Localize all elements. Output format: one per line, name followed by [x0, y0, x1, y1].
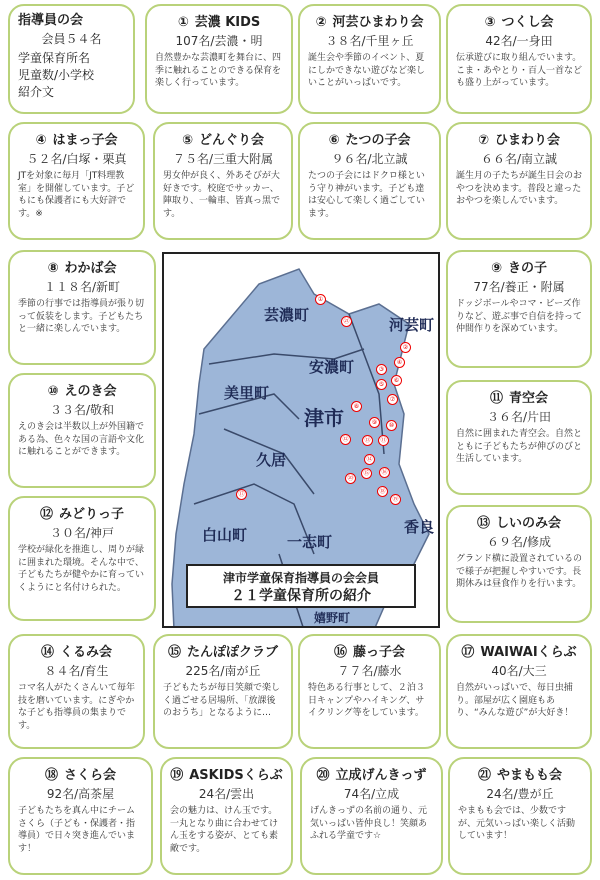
club-number: ⑥ — [328, 133, 340, 148]
town-label: 白山町 — [202, 526, 248, 544]
club-name: 立成げんきっず — [335, 768, 427, 783]
intro-line: 児童数/小学校 — [18, 68, 95, 82]
pin-5: ⑤ — [376, 379, 387, 390]
town-label: 久居 — [256, 451, 287, 469]
club-card-3 — [446, 4, 592, 114]
club-meta: 42名/一身田 — [485, 34, 553, 48]
club-number: ⑦ — [477, 133, 489, 148]
club-desc: 特色ある行事として、２泊３日キャンプやハイキング、サイクリング等をしています。 — [308, 683, 425, 718]
club-meta: 24名/雲出 — [198, 787, 255, 801]
club-card-14 — [8, 634, 145, 749]
club-number: ⑪ — [489, 391, 503, 406]
club-name: WAIWAIくらぶ — [480, 645, 577, 660]
pin-14: ⑭ — [364, 454, 375, 465]
club-meta: 77名/養正・附属 — [473, 280, 565, 294]
club-name: わかば会 — [64, 261, 117, 276]
club-card-16 — [298, 634, 441, 749]
club-name: さくら会 — [64, 768, 117, 783]
town-label: 一志町 — [287, 533, 333, 551]
club-card-10 — [8, 373, 156, 488]
pin-8: ⑧ — [351, 401, 362, 412]
town-label: 安濃町 — [309, 358, 355, 376]
intro-title: 指導員の会 — [18, 13, 84, 28]
club-name: えのき会 — [64, 384, 117, 399]
intro-line: 紹介文 — [18, 85, 55, 99]
club-meta: ３６名/片田 — [486, 410, 552, 424]
intro-count: 会員５４名 — [41, 32, 102, 46]
intro-line: 学童保育所名 — [18, 51, 91, 65]
club-desc: 伝承遊びに取り組んでいます。こま・あやとり・百人一首なども盛り上がっています。 — [456, 53, 583, 88]
club-number: ⑧ — [47, 261, 59, 276]
pin-21: ㉑ — [341, 316, 352, 327]
club-desc: 男女仲が良く、外あそびが大好きです。校庭でサッカー、陣取り、一輪車、皆真っ黒です。 — [163, 171, 281, 219]
club-desc: 子どもたちを真ん中にチームさくら（子ども・保護者・指導員）で日々突き進んでいます！ — [18, 806, 136, 854]
pin-20: ⑳ — [345, 473, 356, 484]
town-label: 美里町 — [224, 384, 270, 402]
club-number: ⑱ — [44, 768, 58, 783]
pin-1: ① — [315, 294, 326, 305]
club-number: ⑫ — [39, 507, 53, 522]
club-number: ② — [315, 15, 327, 30]
club-meta: ８４名/育生 — [44, 664, 109, 678]
pin-4: ④ — [394, 357, 405, 368]
club-card-17 — [446, 634, 592, 749]
club-number: ① — [177, 15, 189, 30]
club-name: ASKIDSくらぶ — [189, 768, 283, 783]
pin-15: ⑮ — [361, 468, 372, 479]
club-meta: 40名/大三 — [491, 664, 547, 678]
club-card-9 — [446, 250, 592, 368]
club-number: ⑨ — [490, 261, 502, 276]
club-number: ⑲ — [170, 768, 184, 783]
club-desc: 会の魅力は、けん玉です。一丸となり曲に合わせてけん玉をする姿が、とても素敵です。 — [170, 806, 279, 854]
club-meta: 225名/南が丘 — [185, 664, 261, 678]
pin-13: ⑬ — [362, 435, 373, 446]
club-name: はまっ子会 — [52, 133, 118, 148]
club-name: ひまわり会 — [495, 133, 561, 148]
club-number: ⑰ — [461, 645, 475, 660]
club-meta: １１８名/新町 — [43, 280, 121, 294]
club-card-1 — [145, 4, 293, 114]
club-name: 青空会 — [509, 391, 549, 406]
club-name: たんぽぽクラブ — [187, 645, 279, 660]
club-meta: ９６名/北立誠 — [331, 152, 408, 166]
club-desc: 誕生月の子たちが誕生日会のおやつを決めます。普段と違ったおやつを楽しんでいます。 — [456, 171, 583, 206]
club-name: やまもも会 — [497, 768, 563, 783]
club-card-12 — [8, 496, 156, 621]
club-name: みどりっ子 — [59, 507, 125, 522]
club-meta: 74名/立成 — [343, 787, 400, 801]
club-number: ⑤ — [181, 133, 193, 148]
club-number: ⑭ — [40, 645, 54, 660]
club-card-6 — [298, 122, 441, 240]
club-card-5 — [153, 122, 293, 240]
club-name: きの子 — [508, 261, 548, 276]
pin-6: ⑥ — [391, 375, 402, 386]
pin-9: ⑨ — [369, 417, 380, 428]
club-name: 藤っ子会 — [353, 645, 406, 660]
club-meta: ６９名/修成 — [486, 535, 552, 549]
map-caption-line1: 津市学童保育指導員の会会員 — [222, 571, 379, 585]
club-desc: やまもも会では、少数ですが、元気いっぱい楽しく活動しています！ — [458, 806, 576, 841]
town-label: 津市 — [304, 406, 344, 430]
club-name: くるみ会 — [60, 645, 113, 660]
intro-card — [8, 4, 135, 114]
club-card-8 — [8, 250, 156, 365]
club-meta: 92名/高茶屋 — [46, 787, 115, 801]
club-desc: 学校が緑化を推進し、周りが緑に囲まれた環境。そんな中で、子どもたちが健やかに育っていくようにと名付けられた。 — [18, 545, 145, 593]
club-meta: ５２名/白塚・栗真 — [26, 152, 127, 166]
club-number: ④ — [35, 133, 47, 148]
pin-7: ⑦ — [387, 394, 398, 405]
town-label: 河芸町 — [389, 316, 435, 334]
club-desc: 子どもたちが毎日笑顔で楽しく過ごせる居場所、「放課後のおうち」となるように… — [163, 683, 281, 718]
club-card-11 — [446, 380, 592, 495]
pin-3: ③ — [376, 364, 387, 375]
club-desc: げんきっずの名前の通り、元気いっぱい皆仲良し！笑顔あふれる学童です☆ — [310, 806, 428, 841]
club-number: ⑯ — [333, 645, 347, 660]
club-meta: ３３名/敬和 — [49, 403, 115, 417]
club-card-20 — [300, 757, 443, 875]
club-name: 芸濃 KIDS — [194, 15, 261, 30]
pin-18: ⑱ — [377, 486, 388, 497]
club-number: ⑬ — [476, 516, 490, 531]
club-desc: 誕生会や季節のイベント、夏にしかできない遊びなど楽しいことがいっぱいです。 — [308, 53, 426, 88]
club-meta: 107名/芸濃・明 — [175, 34, 263, 48]
club-number: ⑩ — [47, 384, 59, 399]
pin-12: ⑫ — [340, 434, 351, 445]
club-card-2 — [298, 4, 441, 114]
town-label: 香良 — [404, 518, 435, 536]
pin-17: ⑰ — [236, 489, 247, 500]
map-caption — [186, 564, 416, 608]
club-desc: コマ名人がたくさんいて毎年技を磨いています。にぎやかな子ども指導員の集まりです。 — [18, 683, 136, 731]
club-number: ③ — [484, 15, 496, 30]
town-label: 嬉野町 — [314, 611, 351, 625]
club-card-18 — [8, 757, 153, 875]
map-caption-line2: ２１学童保育所の紹介 — [231, 588, 371, 604]
club-card-7 — [446, 122, 592, 240]
club-card-15 — [153, 634, 293, 749]
club-card-13 — [446, 505, 592, 623]
club-desc: 自然がいっぱいで、毎日虫捕り。部屋が広く園庭もあり、“みんな遊び”が大好き！ — [456, 683, 574, 718]
pin-16: ⑯ — [379, 467, 390, 478]
pin-11: ⑪ — [378, 435, 389, 446]
pin-10: ⑩ — [386, 420, 397, 431]
club-desc: ドッジボールやコマ・ビーズ作りなど、遊ぶ事で自信を持って仲間作りを深めています。 — [456, 299, 583, 334]
club-meta: ７５名/三重大附属 — [172, 152, 274, 166]
club-desc: 自然に囲まれた青空会。自然とともに子どもたちが伸びのびと生活しています。 — [456, 429, 583, 464]
club-number: ⑮ — [167, 645, 181, 660]
club-desc: たつの子会にはドクロ様という守り神がいます。子ども達は安心して楽しく過ごしています。 — [308, 171, 426, 219]
club-desc: 自然豊かな芸濃町を舞台に、四季に触れることのできる保育を楽しく行っています。 — [155, 53, 282, 88]
club-meta: ７７名/藤水 — [337, 664, 402, 678]
club-card-19 — [160, 757, 293, 875]
club-number: ㉑ — [477, 768, 491, 783]
club-name: どんぐり会 — [199, 133, 265, 148]
town-label: 芸濃町 — [264, 306, 310, 324]
club-desc: 季節の行事では指導員が張り切って仮装をします。子どもたちと一緒に楽しんでいます。 — [18, 299, 145, 334]
club-meta: ３８名/千里ヶ丘 — [325, 34, 414, 48]
club-name: たつの子会 — [345, 133, 411, 148]
club-name: しいのみ会 — [496, 516, 562, 531]
club-number: ⑳ — [316, 768, 330, 783]
pin-2: ② — [400, 342, 411, 353]
pin-19: ⑲ — [390, 494, 401, 505]
club-desc: JTを対象に毎月「JT料理教室」を開催しています。子どもにも保護者にも大好評です。※ — [18, 171, 135, 219]
club-card-4 — [8, 122, 145, 240]
club-card-21 — [448, 757, 592, 875]
club-desc: えのき会は半数以上が外国籍である為、色々な国の言語や文化に触れることができます。 — [18, 422, 145, 457]
club-meta: ６６名/南立誠 — [480, 152, 558, 166]
club-meta: ３０名/神戸 — [49, 526, 115, 540]
club-name: 河芸ひまわり会 — [332, 15, 424, 30]
club-name: つくし会 — [501, 15, 554, 30]
club-meta: 24名/豊が丘 — [486, 787, 554, 801]
club-desc: グランド横に設置されているので様子が把握しやすいです。長期休みは昼食作りを行います。 — [456, 554, 583, 589]
